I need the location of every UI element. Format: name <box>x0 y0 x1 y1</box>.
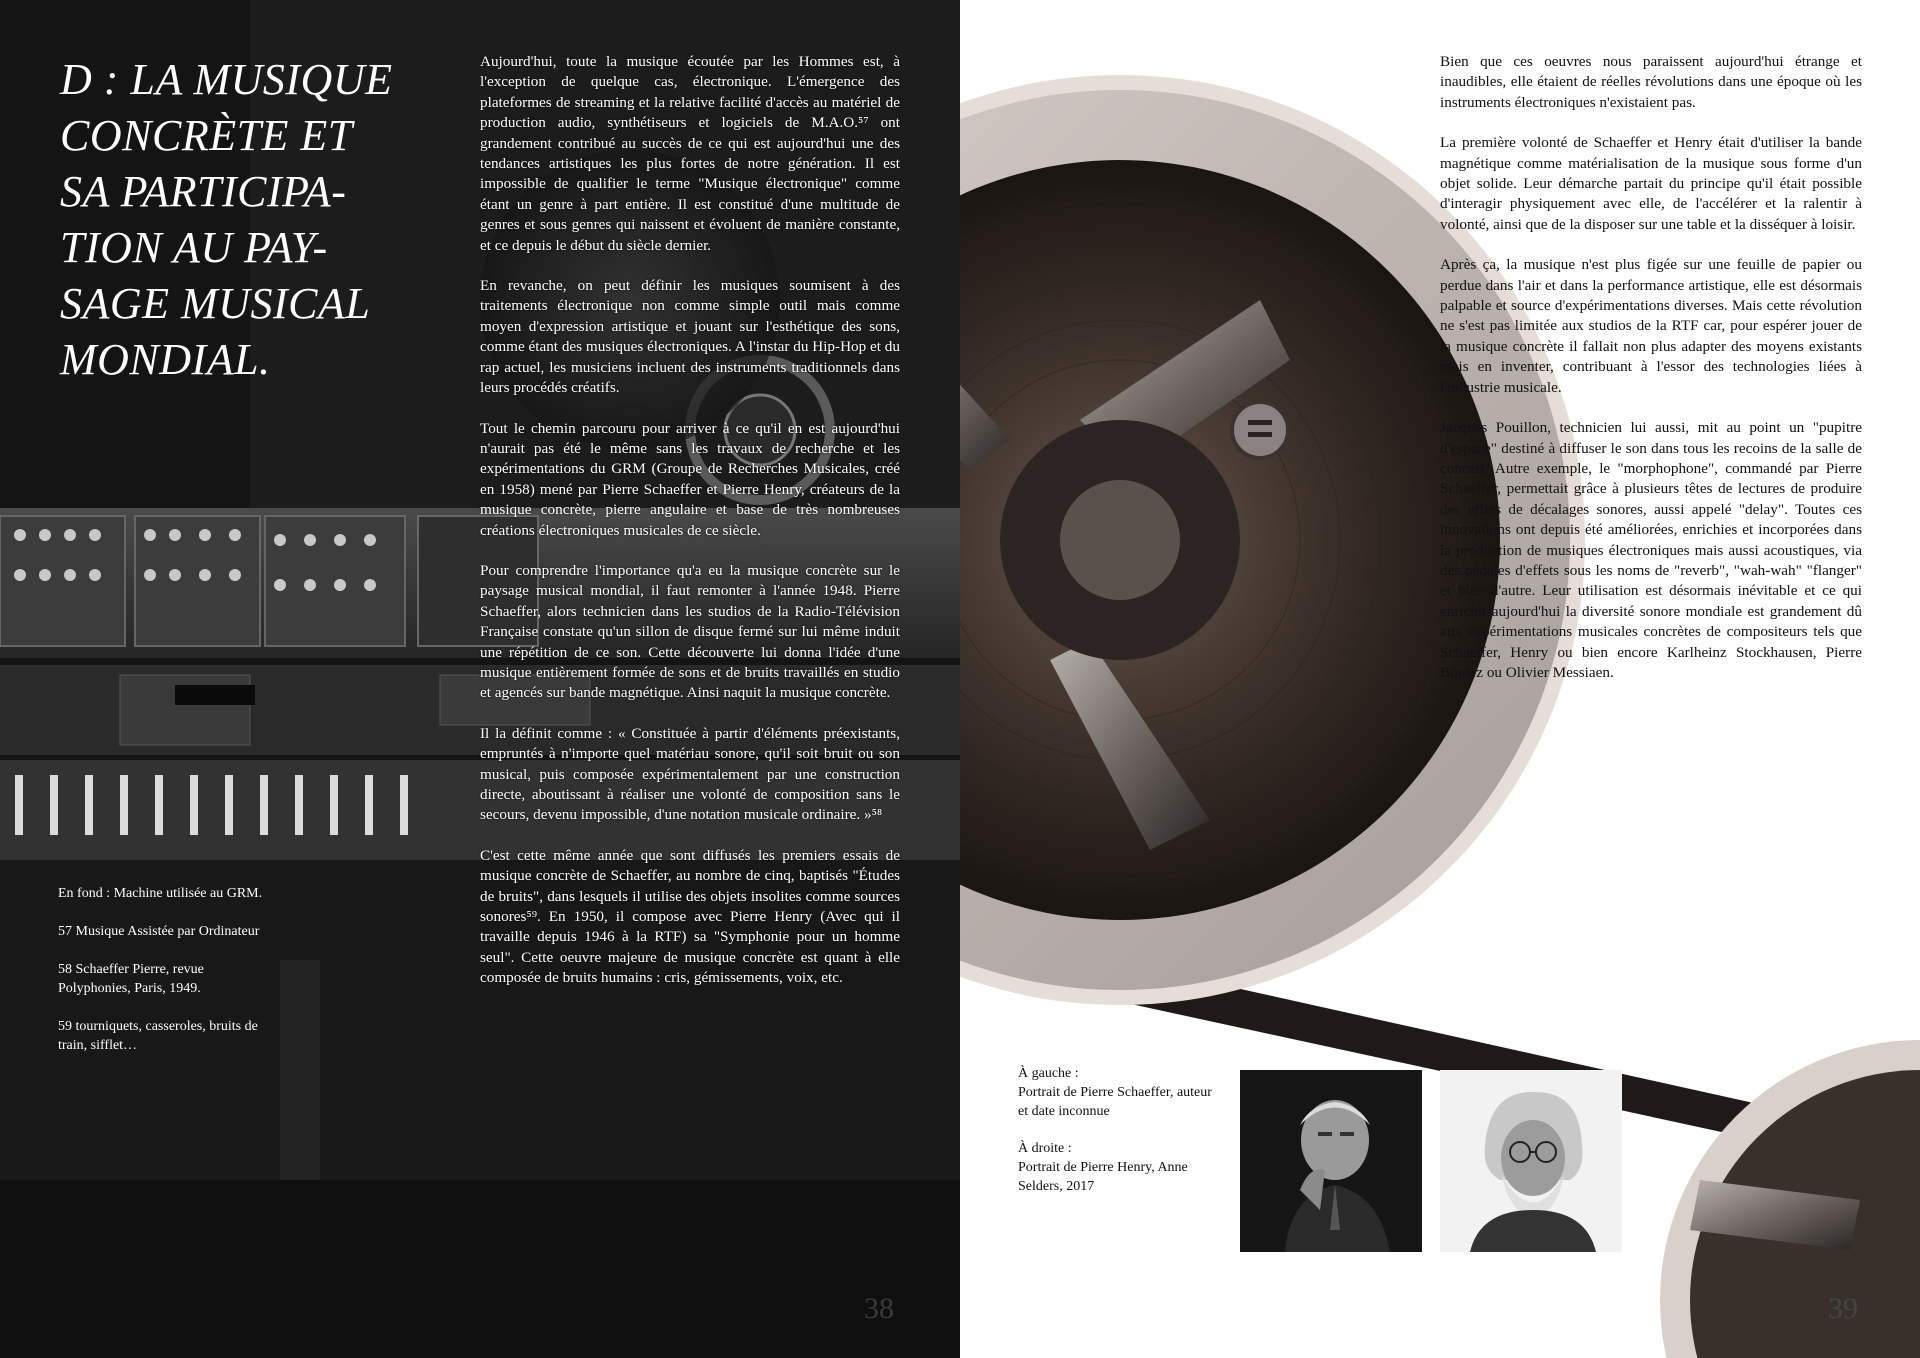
page-number: 39 <box>1828 1292 1858 1325</box>
footnote: 59 tourniquets, casseroles, bruits de train, sifflet… <box>58 1019 258 1053</box>
paragraph: Tout le chemin parcouru pour arriver à ce qu'il en est aujourd'hui n'aurait pas été le même sans les travaux de recherche et les expérimentations du GRM (Groupe de Recherches Musicales, créé en 1958) mené par Pierre Schaeffer et Pierre Henry, créateurs de la musique concrète, pierre angulaire et base de très nombreuses créations électroniques musicales de ce siècle. <box>480 419 900 539</box>
portrait-henry-image <box>1440 1070 1622 1252</box>
footnote: En fond : Machine utilisée au GRM. <box>58 886 263 901</box>
portrait-captions <box>1018 1064 1218 1214</box>
portrait-pierre-schaeffer <box>1240 1070 1422 1252</box>
right-text-column <box>1440 52 1862 703</box>
paragraph: Bien que ces oeuvres nous paraissent aujourd'hui étrange et inaudibles, elle étaient de réelles révolutions dans une époque où les instruments électroniques n'existaient pas. <box>1440 53 1862 111</box>
paragraph: En revanche, on peut définir les musiques soumisent à des traitements électronique non comme simple outil mais comme moyen d'expression artistique et jouant sur l'esthétique des sons, comme étant des musiques électroniques. A l'instar du Hip-Hop et du rap actuel, les musiciens incluent des instruments traditionnels dans leurs procédés créatifs. <box>480 277 900 397</box>
paragraph: Jacques Pouillon, technicien lui aussi, mit au point un "pupitre d'espace" destiné à diffuser le son dans tous les recoins de la salle de concert. Autre exemple, le "morphophone", commandé par Pierre Schaeffer, permettait grâce à plusieurs têtes de lectures de produire des effets de décalages sonores, aussi appelé "delay". Toutes ces innovations ont depuis été améliorées, enrichies et incorporées dans la production de musiques électroniques mais aussi acoustiques, via des pédales d'effets sous les noms de "reverb", "wah-wah" "flanger" et bien d'autre. Leur utilisation est désormais inévitable et ce qui enrichit aujourd'hui la diversité sonore mondiale est grandement dû aux expérimentations musicales concrètes de compositeurs tels que Schaeffer, Henry ou bien encore Karlheinz Stockhausen, Pierre Boulez ou Olivier Messiaen. <box>1440 419 1862 681</box>
left-text-column <box>480 52 900 1009</box>
paragraph: Il la définit comme : « Constituée à partir d'éléments préexistants, empruntés à n'importe quel matériau sonore, qu'il soit bruit ou son musical, puis composée expérimentalement par une construction directe, aboutissant à réaliser une volonté de composition sans le secours, devenu impossible, d'une notation musicale ordinaire. »⁵⁸ <box>480 724 900 824</box>
paragraph: Après ça, la musique n'est plus figée sur une feuille de papier ou perdue dans l'air et dans la performance artistique, elle est désormais palpable et source d'expérimentations diverses. Mais cette révolution ne s'est pas limitée aux studios de la RTF car, pour espérer jouer de la musique concrète il fallait non plus adapter des moyens existants mais en inventer, contribuant à l'essor des technologies liées à l'industrie musicale. <box>1440 256 1862 396</box>
caption-left: À gauche : Portrait de Pierre Schaeffer, auteur et date inconnue <box>1018 1066 1212 1119</box>
caption-right: À droite : Portrait de Pierre Henry, Anne Selders, 2017 <box>1018 1141 1188 1194</box>
paragraph: Aujourd'hui, toute la musique écoutée par les Hommes est, à l'exception de quelque cas, électronique. L'émergence des plateformes de streaming et la relative facilité d'accès au matériel de production audio, synthétiseurs et logiciels de M.A.O.⁵⁷ ont grandement contribué au succès de ce qui est aujourd'hui une des tendances artistiques les plus fortes de notre génération. Il est impossible de qualifier le terme "Musique électronique" comme étant un genre à part entière. Il est constitué d'une multitude de genres et sous genres qui naissent et évoluent de manière constante, et ce depuis le début du siècle dernier. <box>480 53 900 254</box>
portrait-pierre-henry <box>1440 1070 1622 1252</box>
paragraph: Pour comprendre l'importance qu'a eu la musique concrète sur le paysage musical mondial, il faut remonter à l'année 1948. Pierre Schaeffer, alors technicien dans les studios de la Radio-Télévision Française constate qu'un sillon de disque fermé sur lui même induit une répétition de ce son. Cette découverte lui donna l'idée d'une musique entièrement formée de sons et de bruits travaillés en studio et agencés sur bande magnétique. Ainsi naquit la musique concrète. <box>480 561 900 702</box>
paragraph: La première volonté de Schaeffer et Henry était d'utiliser la bande magnétique comme matérialisation de la musique sous forme d'un objet solide. Leur démarche partait du principe qu'il était possible d'interagir physiquement avec elle, de l'accélérer et la ralentir à volonté, ainsi que de la disposer sur une table et la disséquer à loisir. <box>1440 134 1862 233</box>
paragraph: C'est cette même année que sont diffusés les premiers essais de musique concrète de Schaeffer, au nombre de cinq, baptisés "Études de bruits", dans lesquels il utilise des objets insolites comme sources sonores⁵⁹. En 1950, il compose avec Pierre Henry (Avec qui il travaille depuis 1946 à la RTF) sa "Symphonie pour un homme seul". Cette oeuvre majeure de musique concrète est quant à elle composée de bruits humains : cris, gémissements, voix, etc. <box>480 846 900 987</box>
footnote: 58 Schaeffer Pierre, revue Polyphonies, Paris, 1949. <box>58 962 204 996</box>
page-number: 38 <box>864 1292 894 1325</box>
footnotes <box>58 884 278 1074</box>
portrait-schaeffer-image <box>1240 1070 1422 1252</box>
footnote: 57 Musique Assistée par Ordinateur <box>58 924 260 939</box>
right-page <box>960 0 1920 1358</box>
section-heading: D : LA MUSIQUE CONCRÈTE ET SA PARTICIPA- TION AU PAY- SAGE MUSICAL MONDIAL. <box>60 55 393 384</box>
